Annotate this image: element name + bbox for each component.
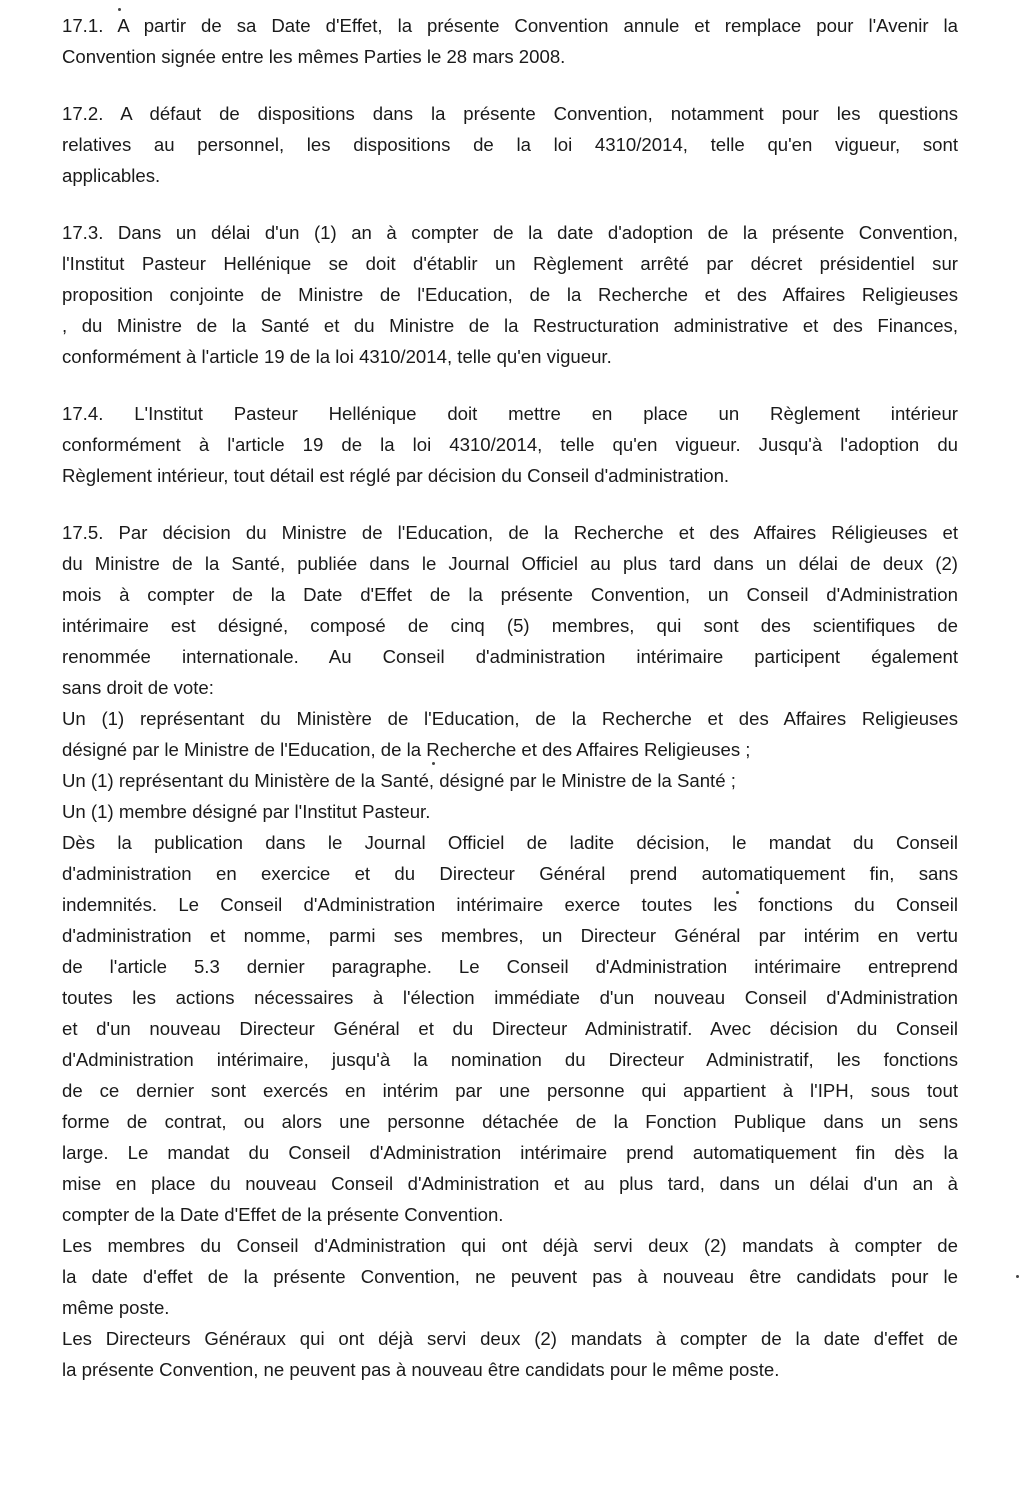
text-line: 17.1. A partir de sa Date d'Effet, la présente Convention annule et remplace pour l'Avenir la [62,15,958,36]
text-line: désigné par le Ministre de l'Education, de la Recherche et des Affaires Religieuses ; [62,739,751,760]
text-line: d'administration et nomme, parmi ses membres, un Directeur Général par intérim en vertu [62,925,958,946]
text-line: compter de la Date d'Effet de la présente Convention. [62,1204,504,1225]
text-line: Un (1) représentant du Ministère de la Santé, désigné par le Ministre de la Santé ; [62,770,736,791]
text-line: forme de contrat, ou alors une personne détachée de la Fonction Publique dans un sens [62,1111,958,1132]
text-line: du Ministre de la Santé, publiée dans le Journal Officiel au plus tard dans un délai de deux (2) [62,553,958,574]
text-line: applicables. [62,165,161,186]
text-line: d'Administration intérimaire, jusqu'à la nomination du Directeur Administratif, les fonctions [62,1049,958,1070]
text-line: 17.4. L'Institut Pasteur Hellénique doit mettre en place un Règlement intérieur [62,403,958,424]
text-line: large. Le mandat du Conseil d'Administration intérimaire prend automatiquement fin dès la [62,1142,958,1163]
paragraph-17-3 [62,217,958,372]
text-line: mois à compter de la Date d'Effet de la présente Convention, un Conseil d'Administration [62,584,958,605]
text-line: relatives au personnel, les dispositions de la loi 4310/2014, telle qu'en vigueur, sont [62,134,958,155]
text-line: de l'article 5.3 dernier paragraphe. Le Conseil d'Administration intérimaire entreprend [62,956,958,977]
text-line: 17.2. A défaut de dispositions dans la présente Convention, notamment pour les questions [62,103,958,124]
text-line: toutes les actions nécessaires à l'élection immédiate d'un nouveau Conseil d'Administration [62,987,958,1008]
text-line: d'administration en exercice et du Directeur Général prend automatiquement fin, sans [62,863,958,884]
text-line: Un (1) membre désigné par l'Institut Pasteur. [62,801,431,822]
text-line: conformément à l'article 19 de la loi 4310/2014, telle qu'en vigueur. Jusqu'à l'adoption du [62,434,958,455]
text-line: conformément à l'article 19 de la loi 4310/2014, telle qu'en vigueur. [62,346,612,367]
scan-speck [1016,1275,1019,1278]
text-line: sans droit de vote: [62,677,214,698]
paragraph-17-5 [62,517,958,1385]
text-line: intérimaire est désigné, composé de cinq (5) membres, qui sont des scientifiques de [62,615,958,636]
paragraph-17-2 [62,98,958,191]
text-line: la date d'effet de la présente Convention, ne peuvent pas à nouveau être candidats pour le [62,1266,958,1287]
text-line: et d'un nouveau Directeur Général et du Directeur Administratif. Avec décision du Conseil [62,1018,958,1039]
text-line: proposition conjointe de Ministre de l'Education, de la Recherche et des Affaires Religieuses [62,284,958,305]
paragraph-17-1 [62,10,958,72]
text-line: Un (1) représentant du Ministère de l'Education, de la Recherche et des Affaires Religieuses [62,708,958,729]
text-line: Les Directeurs Généraux qui ont déjà servi deux (2) mandats à compter de la date d'effet de [62,1328,958,1349]
text-line: la présente Convention, ne peuvent pas à nouveau être candidats pour le même poste. [62,1359,780,1380]
text-line: Règlement intérieur, tout détail est réglé par décision du Conseil d'administration. [62,465,730,486]
text-line: Les membres du Conseil d'Administration qui ont déjà servi deux (2) mandats à compter de [62,1235,958,1256]
text-line: indemnités. Le Conseil d'Administration intérimaire exerce toutes les fonctions du Conseil [62,894,958,915]
text-line: de ce dernier sont exercés en intérim par une personne qui appartient à l'IPH, sous tout [62,1080,958,1101]
text-line: même poste. [62,1297,170,1318]
text-line: l'Institut Pasteur Hellénique se doit d'établir un Règlement arrêté par décret présidentiel sur [62,253,958,274]
text-line: , du Ministre de la Santé et du Ministre de la Restructuration administrative et des Finances, [62,315,958,336]
text-line: 17.3. Dans un délai d'un (1) an à compter de la date d'adoption de la présente Convention, [62,222,958,243]
document-body [62,10,958,1411]
text-line: Convention signée entre les mêmes Parties le 28 mars 2008. [62,46,566,67]
text-line: 17.5. Par décision du Ministre de l'Education, de la Recherche et des Affaires Réligieuses et [62,522,958,543]
text-line: mise en place du nouveau Conseil d'Administration et au plus tard, dans un délai d'un an à [62,1173,958,1194]
text-line: Dès la publication dans le Journal Officiel de ladite décision, le mandat du Conseil [62,832,958,853]
paragraph-17-4 [62,398,958,491]
text-line: renommée internationale. Au Conseil d'administration intérimaire participent également [62,646,958,667]
